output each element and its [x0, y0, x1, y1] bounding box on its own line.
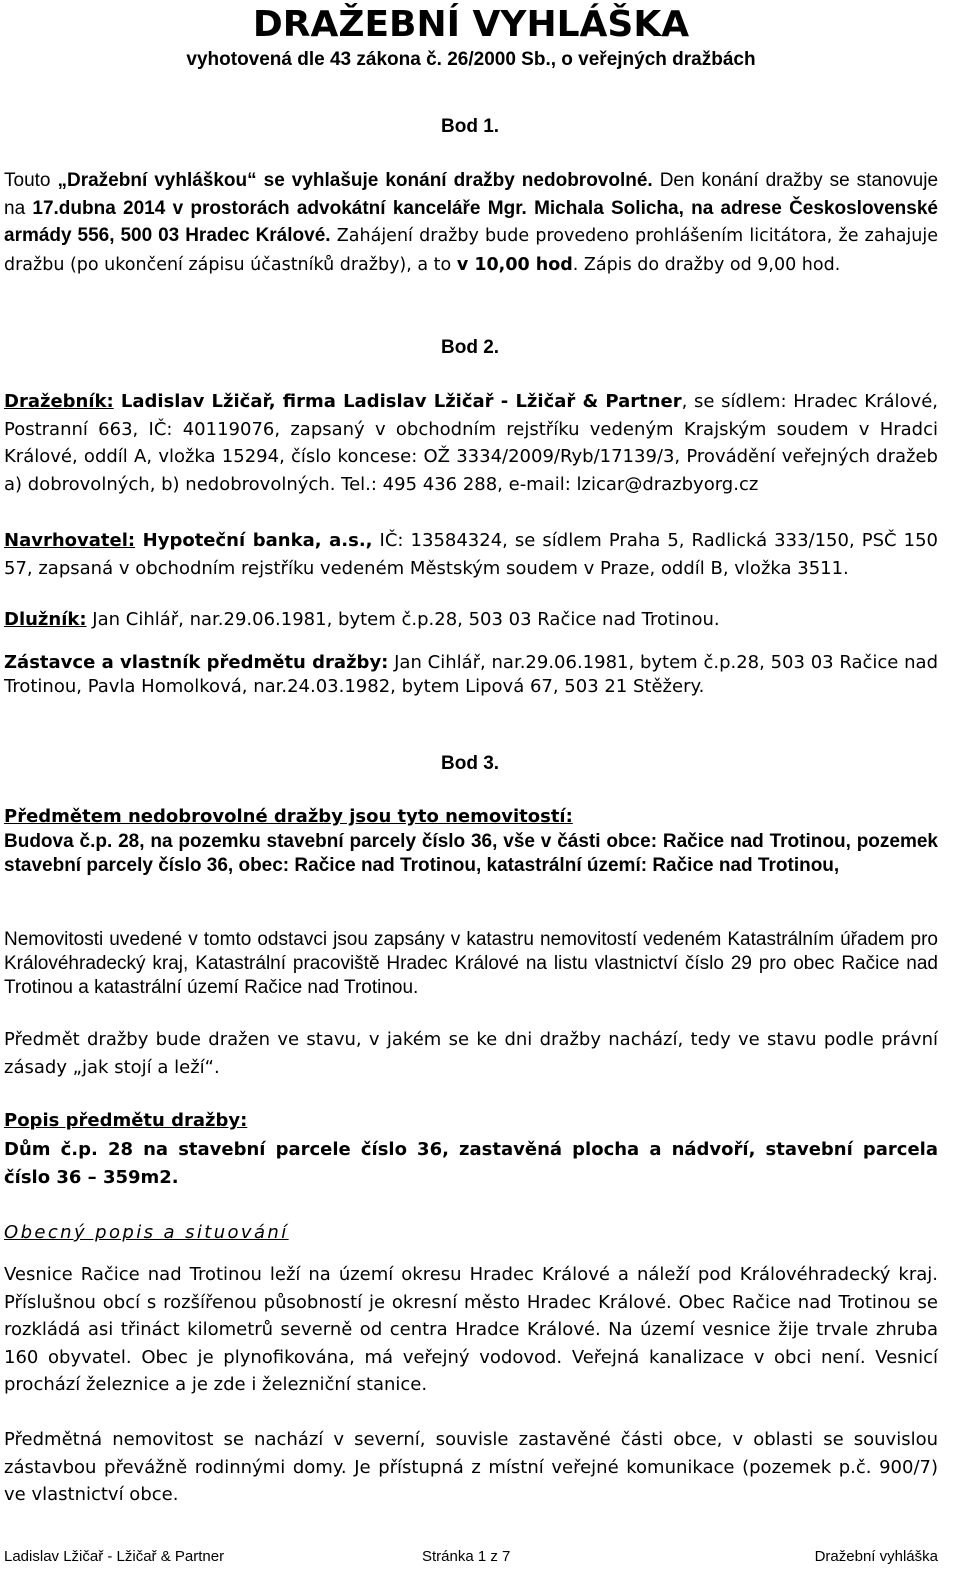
footer-right: Dražební vyhláška [814, 1548, 938, 1565]
document-subtitle: vyhotovená dle 43 zákona č. 26/2000 Sb., o veřejných dražbách [186, 49, 756, 70]
popis-heading-text: Popis předmětu dražby: [4, 1110, 248, 1131]
bod3-heading: Bod 3. [441, 753, 500, 774]
navrhovatel-paragraph [4, 527, 938, 582]
dluznik-label: Dlužník: [4, 609, 87, 630]
bod1-text-c: Den konání dražby se stanovuje na [4, 170, 939, 219]
zastavce-paragraph [4, 651, 938, 699]
bod1-heading: Bod 1. [441, 116, 500, 137]
budova-paragraph [4, 830, 938, 878]
drazebnik-label: Dražebník: [4, 391, 114, 412]
document-page [4, 0, 939, 1505]
footer-left: Ladislav Lžičař - Lžičař & Partner [4, 1548, 225, 1565]
navrhovatel-label: Navrhovatel: [4, 530, 136, 551]
navrhovatel-text: IČ: 13584324, se sídlem Praha 5, Radlická 333/150, PSČ 150 57, zapsaná v obchodním rejstříku vedeném Městským soudem v Praze, oddíl B, vložka 3511. [4, 530, 938, 579]
umisteni-paragraph: Předmětná nemovitost se nachází v severní, souvisle zastavěné části obce, v oblasti se souvislou zástavbou převážně rodinnými domy. Je přístupná z místní veřejné komunikace (pozemek p.č. 900/7) ve vlastnictví obce. [4, 1429, 938, 1505]
drazebnik-text: , se sídlem: Hradec Králové, Postranní 663, IČ: 40119076, zapsaný v obchodním rejstříku vedeným Krajským soudem v Hradci Králové, oddíl A, vložka 15294, číslo koncese: OŽ 3334/2009/Ryb/17139/3, Provádění veřejných dražeb a) dobrovolných, b) nedobrovolných. Tel.: 495 436 288, e-mail: lzicar@drazbyorg.cz [4, 391, 938, 495]
drazebnik-paragraph [4, 388, 938, 498]
bod2-heading: Bod 2. [441, 337, 500, 358]
bod1-text-d: 17.dubna 2014 v prostorách advokátní kanceláře Mgr. Michala Solicha, na adrese Československé armády 556, 500 03 Hradec Králové. [4, 197, 938, 246]
bod1-text-e: Zahájení dražby bude provedeno prohlášením licitátora, že zahajuje dražbu (po ukončení zápisu účastníků dražby), a to [4, 226, 938, 275]
budova-text: Budova č.p. 28, na pozemku stavební parcely číslo 36, vše v části obce: Račice nad Trotinou, pozemek stavební parcely číslo 36, obec: Račice nad Trotinou, katastrální území: Račice nad Trotinou, [4, 831, 938, 876]
navrhovatel-name: Hypoteční banka, a.s., [135, 530, 373, 551]
bod1-text-b: „Dražební vyhláškou“ se vyhlašuje konání dražby nedobrovolné. [57, 170, 653, 191]
dluznik-text: Jan Cihlář, nar.29.06.1981, bytem č.p.28, 503 03 Račice nad Trotinou. [86, 609, 720, 630]
vesnice-paragraph: Vesnice Račice nad Trotinou leží na území okresu Hradec Králové a náleží pod Královéhradecký kraj. Příslušnou obcí s rozšířenou působností je okresní město Hradec Králové. Obec Račice nad Trotinou se rozkládá asi třináct kilometrů severně od centra Hradce Králové. Na území vesnice žije trvale zhruba 160 obyvatel. Obec je plynofikována, má veřejný vodovod. Veřejná kanalizace v obci není. Vesnicí prochází železnice a je zde i železniční stanice. [4, 1264, 938, 1395]
drazebnik-name: Ladislav Lžičař, firma Ladislav Lžičař - Lžičař & Partner [113, 391, 682, 412]
dum-paragraph [4, 1136, 938, 1191]
zastavce-text: Jan Cihlář, nar.29.06.1981, bytem č.p.28, 503 03 Račice nad Trotinou, Pavla Homolková, nar.24.03.1982, bytem Lipová 67, 503 21 Stěžery. [4, 652, 938, 697]
predmet-heading-text: Předmětem nedobrovolné dražby jsou tyto nemovitostí: [4, 806, 573, 827]
predmet-heading [4, 805, 938, 829]
dluznik-paragraph [4, 606, 938, 634]
footer-page-number: Stránka 1 z 7 [422, 1548, 511, 1565]
zastavce-label: Zástavce a vlastník předmětu dražby: [4, 652, 389, 673]
document-title: DRAŽEBNÍ VYHLÁŠKA [252, 4, 690, 45]
bod1-text-a: Touto [4, 170, 58, 191]
bod1-paragraph [4, 167, 938, 279]
bod1-text-g: . Zápis do dražby od 9,00 hod. [572, 254, 841, 275]
obecny-heading [4, 1219, 938, 1247]
popis-heading [4, 1109, 938, 1133]
dum-text: Dům č.p. 28 na stavební parcele číslo 36, zastavěná plocha a nádvoří, stavební parcela číslo 36 – 359m2. [4, 1139, 938, 1188]
nemovitosti-paragraph: Nemovitosti uvedené v tomto odstavci jsou zapsány v katastru nemovitostí vedeném Katastrálním úřadem pro Královéhradecký kraj, Katastrální pracoviště Hradec Králové na listu vlastnictví číslo 29 pro obec Račice nad Trotinou a katastrální území Račice nad Trotinou. [4, 929, 938, 998]
bod1-text-f: v 10,00 hod [456, 254, 573, 275]
obecny-heading-text: Obecný popis a situování [4, 1222, 289, 1243]
stav-paragraph: Předmět dražby bude dražen ve stavu, v jakém se ke dni dražby nachází, tedy ve stavu podle právní zásady „jak stojí a leží“. [4, 1029, 938, 1078]
